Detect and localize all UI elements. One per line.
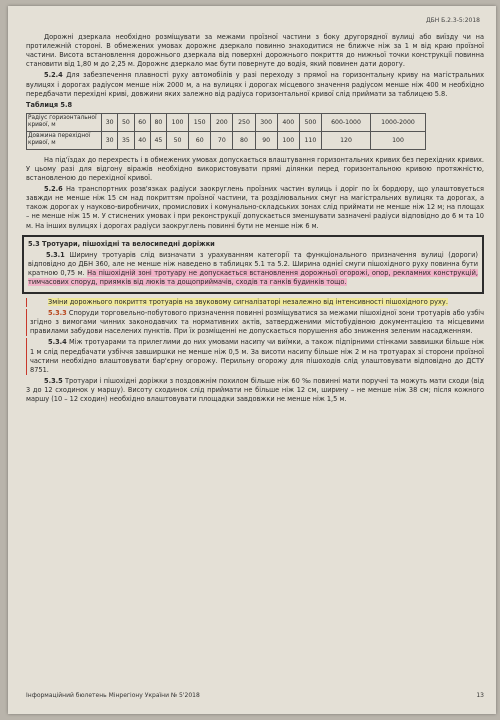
table-cell: 45 bbox=[150, 131, 166, 149]
paragraph-5-3-4 bbox=[26, 338, 484, 374]
table-cell: 100 bbox=[167, 113, 189, 131]
table-row-length bbox=[27, 131, 426, 149]
table-cell: 80 bbox=[233, 131, 255, 149]
standard-code-header: ДБН Б.2.3-5:2018 bbox=[425, 17, 480, 24]
table-cell: 100 bbox=[277, 131, 299, 149]
table-5-8 bbox=[26, 113, 426, 150]
table-cell: 250 bbox=[233, 113, 255, 131]
table-cell: 50 bbox=[118, 113, 134, 131]
clause-number: 5.3.5 bbox=[44, 376, 63, 385]
clause-number: 5.3.1 bbox=[46, 250, 65, 259]
table-cell: 1000-2000 bbox=[371, 113, 426, 131]
paragraph-5-3-5 bbox=[26, 377, 484, 404]
paragraph-road-mirrors: Дорожні дзеркала необхідно розміщувати за межами проїзної частини з боку другорядної вулиці або виїзду чи на протилежній стороні. В обмежених умовах дорожнє дзеркало повинно знаходитися не ближче ніж за 1 м від краю проїзної частини. Висота встановлення дорожнього дзеркала від поверхні дорожнього покриття до нижньої точки конструкції повинна становити від 1,80 м до 2,25 м. Дорожнє дзеркало має бути повернуте до водія, який повинен дати дорогу. bbox=[26, 33, 484, 69]
table-cell: 60 bbox=[134, 113, 150, 131]
table-cell: 300 bbox=[255, 113, 277, 131]
paragraph-5-3-1 bbox=[28, 251, 478, 287]
clause-text: Між тротуарами та прилеглими до них умовами насипу чи виїмки, а також підпірними стінками заввишки більше ніж 1 м слід передбачати узбіччя завширшки не менше ніж 0,5 м. За висоти насипу більше ніж 2 м на тротуарах зі сторони проїзної частини необхідно влаштовувати бар'єрну огорожу. Перильну огорожу для пішоходів слід улаштовувати відповідно до ДСТУ 8751. bbox=[30, 338, 484, 374]
table-cell: 150 bbox=[189, 113, 211, 131]
paragraph-5-2-4 bbox=[26, 71, 484, 98]
footer-publication: Інформаційний бюлетень Мінрегіону України № 5'2018 bbox=[26, 692, 200, 699]
table-cell: 100 bbox=[371, 131, 426, 149]
clause-text: Тротуари і пішохідні доріжки з поздовжнім похилом більше ніж 60 ‰ повинні мати поручні та можуть мати сходи (від 3 до 12 сходинок у маршу). Висоту сходинок слід приймати не більше ніж 12 см, ширину – не менше ніж 38 см; після кожного маршу (10 – 12 сходин) необхідно влаштовувати площадки завдовжки не менше ніж 1,5 м. bbox=[26, 376, 484, 403]
section-title: 5.3 Тротуари, пішохідні та велосипедні доріжки bbox=[28, 239, 215, 248]
table-cell: 400 bbox=[277, 113, 299, 131]
table-cell: 600-1000 bbox=[321, 113, 370, 131]
table-title: Таблиця 5.8 bbox=[26, 100, 73, 109]
table-cell: 500 bbox=[299, 113, 321, 131]
highlighted-text: Зміни дорожнього покриття тротуарів на звуковому сигналізаторі незалежно від інтенсивності пішохідного руху. bbox=[48, 298, 448, 307]
clause-text: Споруди торговельно-побутового призначення повинні розміщуватися за межами пішохідної зони тротуарів або узбіч згідно з вимогами чинних законодавчих та нормативних актів, затвердженими містобудівною документацією та місцевими правилами забудови населених пунктів. При їх розміщенні не допускається порушення або зниження зеленим насадженням. bbox=[30, 309, 484, 336]
table-cell: 30 bbox=[102, 113, 118, 131]
paragraph-5-2-6 bbox=[26, 185, 484, 230]
table-cell: 60 bbox=[189, 131, 211, 149]
page-content bbox=[26, 16, 484, 406]
clause-number: 5.3.4 bbox=[48, 338, 67, 347]
highlighted-section-5-3 bbox=[22, 235, 484, 294]
clause-number: 5.2.6 bbox=[44, 185, 63, 194]
paragraph-approaches: На під'їздах до перехресть і в обмежених умовах допускається влаштування горизонтальних кривих без перехідних кривих. У цьому разі для відгону віражів необхідно використовувати прямі ділянки перед горизонтальною кривою протяжністю, встановленою до перехідної кривої. bbox=[26, 155, 484, 183]
table-cell: 40 bbox=[134, 131, 150, 149]
clause-text: Ширину тротуарів слід визначати з урахуванням категорії та функціонального призначення вулиці (дороги) відповідно до ДБН 360, але не менше ніж наведено в таблицях 5.1 та 5.2. Ширина однієї смуги пішохідного руху повинна бути кратною 0,75 м. bbox=[28, 250, 478, 277]
page-number: 13 bbox=[476, 692, 484, 699]
page-footer bbox=[26, 692, 484, 699]
table-row-radius bbox=[27, 113, 426, 131]
paragraph-after-box bbox=[26, 298, 484, 307]
table-cell: 90 bbox=[255, 131, 277, 149]
table-cell: 120 bbox=[321, 131, 370, 149]
table-cell: 80 bbox=[150, 113, 166, 131]
table-cell: 35 bbox=[118, 131, 134, 149]
clause-number: 5.3.3 bbox=[48, 309, 67, 318]
table-cell: 110 bbox=[299, 131, 321, 149]
table-row-label: Радіус горизонтальної кривої, м bbox=[27, 113, 102, 131]
table-row-label: Довжина перехідної кривої, м bbox=[27, 131, 102, 149]
document-page bbox=[8, 6, 496, 714]
table-cell: 30 bbox=[102, 131, 118, 149]
clause-text: На транспортних розв'язках радіуси заокруглень проїзних частин вулиць і доріг по їх бордюру, що улаштовується завжди не менше ніж 15 см над покриттям проїзної частини, та розділювальних смуг на магістральних вулицях та дорогах, а також дорогах у науково-виробничих, промислових і комунально-складських зонах слід приймати не менше ніж 12 м; на площах – не менше ніж 15 м. У стиснених умовах і при реконструкції допускається зменшувати зазначені радіуси відповідно до 6 м та 10 м. На інших вулицях і дорогах радіуси заокруглень повинні бути не менше ніж 6 м. bbox=[26, 185, 484, 230]
highlighted-text: На пішохідній зоні тротуару не допускається встановлення дорожньої огорожі, опор, рекламних конструкцій, тимчасових споруд, приямків від люків та дощоприймачів, сходів та ганків будинків тощо. bbox=[28, 268, 478, 286]
clause-number: 5.2.4 bbox=[44, 71, 63, 80]
table-cell: 70 bbox=[211, 131, 233, 149]
table-cell: 200 bbox=[211, 113, 233, 131]
paragraph-5-3-3 bbox=[26, 309, 484, 336]
table-cell: 50 bbox=[167, 131, 189, 149]
clause-text: Для забезпечення плавності руху автомобілів у разі переходу з прямої на горизонтальну криву на магістральних вулицях і дорогах радіусом менше ніж 2000 м, а на вулицях і дорогах місцевого значення радіусом менше ніж 400 м необхідно передбачати перехідні криві, довжини яких залежно від радіуса горизонтальної кривої слід приймати за таблицею 5.8. bbox=[26, 71, 484, 98]
